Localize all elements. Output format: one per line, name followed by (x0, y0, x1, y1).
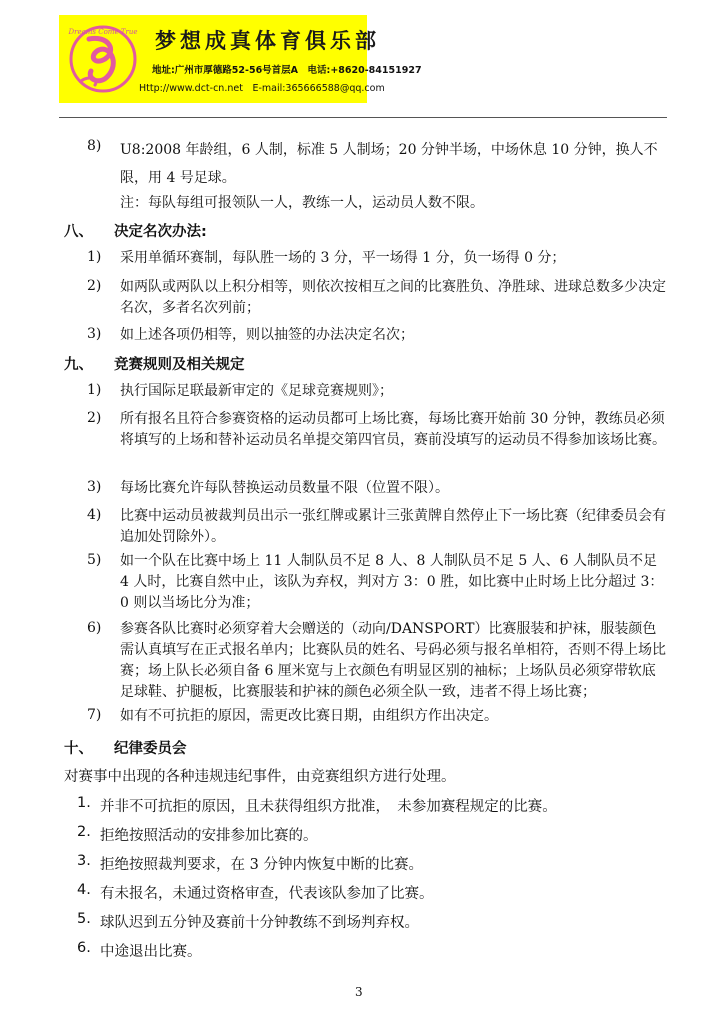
s8-item-2-number: 2) (87, 278, 102, 294)
s10-item-2-text: 拒绝按照活动的安排参加比赛的。 (100, 828, 318, 844)
section-9-number: 九、 (64, 357, 93, 373)
s9-item-6-number: 6) (87, 620, 102, 636)
s10-intro: 对赛事中出现的各种违规违纪事件，由竞赛组织方进行处理。 (64, 769, 456, 785)
section-8-number: 八、 (64, 224, 93, 240)
page-number: 3 (355, 985, 363, 999)
s9-item-2-text: 所有报名且符合参赛资格的运动员都可上场比赛，每场比赛开始前 30 分钟，教练员必须将填写的上场和替补运动员名单提交第四官员，赛前没填写的运动员不得参加该场比赛。 (120, 411, 666, 448)
s10-item-3-text: 拒绝按照裁判要求，在 3 分钟内恢复中断的比赛。 (100, 857, 423, 873)
s10-item-6-text: 中途退出比赛。 (100, 944, 202, 960)
s8-item-3-text: 如上述各项仍相等，则以抽签的办法决定名次； (120, 327, 414, 343)
section-8-title: 决定名次办法: (114, 224, 207, 240)
s9-item-3-number: 3) (87, 479, 102, 495)
s9-item-1-number: 1) (87, 382, 102, 398)
section-10-number: 十、 (64, 741, 93, 757)
s9-item-4-number: 4) (87, 507, 102, 523)
section-9-title: 竞赛规则及相关规定 (114, 357, 245, 373)
s10-item-5-number: 5. (77, 911, 91, 927)
item-8-text: U8:2008 年龄组，6 人制，标准 5 人制场；20 分钟半场，中场休息 10 分钟，换人不限，用 4 号足球。 (120, 142, 658, 186)
s10-item-4-number: 4. (77, 882, 91, 898)
header-divider (59, 117, 667, 118)
s9-item-7-text: 如有不可抗拒的原因，需更改比赛日期，由组织方作出决定。 (120, 708, 498, 724)
s9-item-6-text: 参赛各队比赛时必须穿着大会赠送的（动向/DANSPORT）比赛服装和护袜，服装颜色需认真填写在正式报名单内；比赛队员的姓名、号码必须与报名单相符，否则不得上场比赛；场上队长必须自备 6 厘米宽与上衣颜色有明显区别的袖标；上场队员必须穿带软底足球鞋、护腿板，比赛服装和护袜的颜色必须全队一致，违者不得上场比赛； (120, 621, 666, 700)
s8-item-1-text: 采用单循环赛制，每队胜一场的 3 分，平一场得 1 分，负一场得 0 分； (120, 250, 566, 266)
s10-item-5-text: 球队迟到五分钟及赛前十分钟教练不到场判弃权。 (100, 915, 419, 931)
s9-item-1-text: 执行国际足联最新审定的《足球竞赛规则》； (120, 383, 393, 399)
club-address: 地址:广州市厚德路52-56号首层A 电话:+8620-84151927 (152, 65, 422, 76)
club-web-email: Http://www.dct-cn.net E-mail:365666588@qq.com (139, 83, 385, 94)
club-logo (65, 21, 141, 97)
s9-item-2-number: 2) (87, 410, 102, 426)
s9-item-5-text: 如一个队在比赛中场上 11 人制队员不足 8 人、8 人制队员不足 5 人、6 人制队员不足 4 人时，比赛自然中止，该队为弃权，判对方 3：0 胜，如比赛中止时场上比分超过 3：0 则以当场比分为准； (120, 553, 664, 611)
item-8-note: 注：每队每组可报领队一人，教练一人，运动员人数不限。 (120, 195, 484, 211)
s10-item-2-number: 2. (77, 824, 91, 840)
s8-item-2-text: 如两队或两队以上积分相等，则依次按相互之间的比赛胜负、净胜球、进球总数多少决定名次，多者名次列前； (120, 279, 666, 316)
section-10-title: 纪律委员会 (114, 741, 187, 757)
s9-item-3-text: 每场比赛允许每队替换运动员数量不限（位置不限）。 (120, 480, 449, 496)
s8-item-1-number: 1) (87, 249, 102, 265)
s10-item-1-number: 1. (77, 795, 91, 811)
s10-item-4-text: 有未报名，未通过资格审查，代表该队参加了比赛。 (100, 886, 434, 902)
s10-item-1-text: 并非不可抗拒的原因，且未获得组织方批准， 未参加赛程规定的比赛。 (100, 799, 557, 815)
svg-text:Dreams Come True: Dreams Come True (68, 28, 138, 36)
club-name: 梦想成真体育俱乐部 (155, 29, 380, 53)
s9-item-4-text: 比赛中运动员被裁判员出示一张红牌或累计三张黄牌自然停止下一场比赛（纪律委员会有追加处罚除外）。 (120, 508, 666, 545)
item-8-number: 8) (87, 138, 102, 154)
s10-item-3-number: 3. (77, 853, 91, 869)
s9-item-5-number: 5) (87, 552, 102, 568)
s9-item-7-number: 7) (87, 707, 102, 723)
letterhead (59, 15, 422, 103)
s8-item-3-number: 3) (87, 326, 102, 342)
s10-item-6-number: 6. (77, 940, 91, 956)
